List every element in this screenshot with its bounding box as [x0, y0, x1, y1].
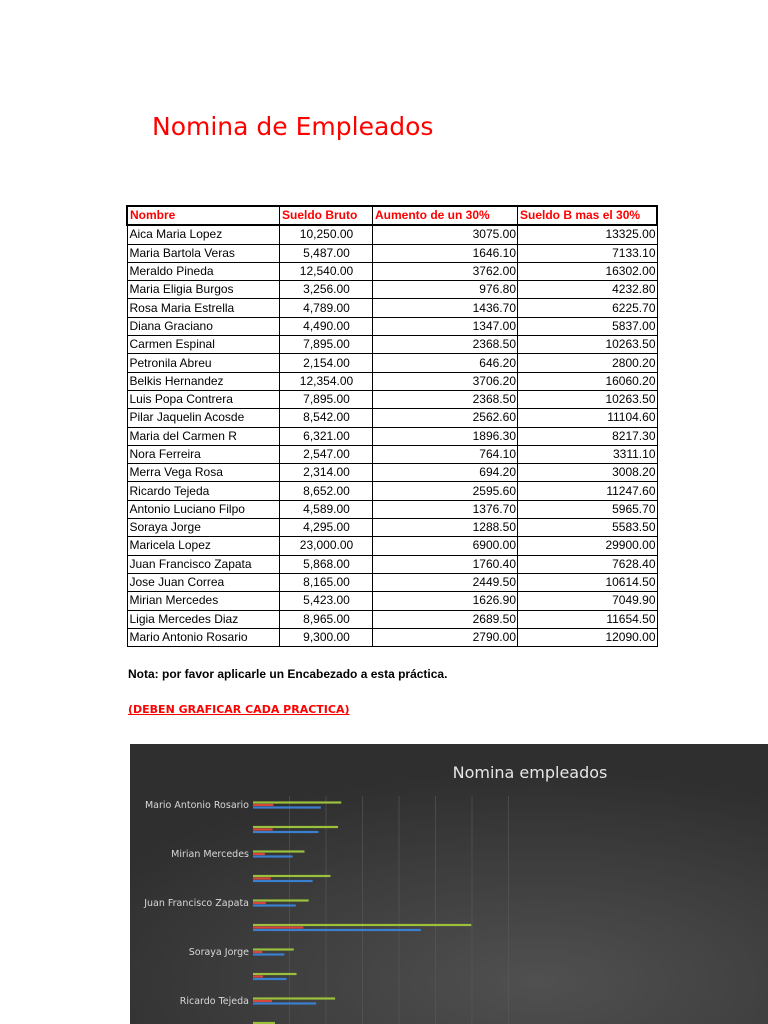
cell-nombre: Merra Vega Rosa [127, 464, 280, 482]
cell-sueldo-mas: 6225.70 [518, 299, 658, 317]
header-aumento: Aumento de un 30% [373, 206, 518, 225]
cell-aumento: 3762.00 [373, 262, 518, 280]
cell-aumento: 2368.50 [373, 390, 518, 408]
cell-sueldo-mas: 10614.50 [518, 573, 658, 591]
instruction-text: (DEBEN GRAFICAR CADA PRACTICA) [128, 703, 350, 716]
cell-nombre: Maria Eligia Burgos [127, 281, 280, 299]
cell-nombre: Ligia Mercedes Diaz [127, 610, 280, 628]
cell-sueldo-bruto: 12,540.00 [280, 262, 373, 280]
table-body [127, 225, 657, 646]
chart-bar [253, 855, 293, 857]
chart-bar [253, 1002, 316, 1004]
chart-bar [253, 850, 304, 852]
table-header-row [127, 206, 657, 225]
cell-sueldo-mas: 16302.00 [518, 262, 658, 280]
cell-sueldo-bruto: 8,652.00 [280, 482, 373, 500]
cell-sueldo-mas: 5837.00 [518, 317, 658, 335]
cell-aumento: 646.20 [373, 354, 518, 372]
cell-sueldo-mas: 10263.50 [518, 336, 658, 354]
cell-aumento: 2449.50 [373, 573, 518, 591]
chart-bar [253, 904, 296, 906]
table-row [127, 317, 657, 335]
chart-tick-label: Soraya Jorge [188, 947, 249, 958]
chart-title: Nomina empleados [452, 763, 608, 782]
chart-tick-label: Ricardo Tejeda [179, 996, 249, 1007]
chart-bar [253, 997, 335, 999]
header-sueldo-mas: Sueldo B mas el 30% [518, 206, 658, 225]
table-row [127, 390, 657, 408]
cell-nombre: Rosa Maria Estrella [127, 299, 280, 317]
table-row [127, 445, 657, 463]
cell-aumento: 694.20 [373, 464, 518, 482]
chart-bar [253, 880, 313, 882]
cell-sueldo-mas: 11654.50 [518, 610, 658, 628]
chart-bar [253, 1000, 272, 1002]
chart-bar [253, 877, 271, 879]
table-row [127, 409, 657, 427]
cell-nombre: Aica Maria Lopez [127, 225, 280, 244]
chart-bar [253, 804, 273, 806]
table-row [127, 573, 657, 591]
chart-bar [253, 948, 294, 950]
cell-aumento: 976.80 [373, 281, 518, 299]
chart-bar [253, 875, 330, 877]
chart-bar [253, 975, 263, 977]
table-row [127, 628, 657, 646]
cell-nombre: Maria Bartola Veras [127, 244, 280, 262]
table-row [127, 464, 657, 482]
chart-bar [253, 929, 421, 931]
chart-bar [253, 831, 318, 833]
chart-bar [253, 899, 309, 901]
table-row [127, 262, 657, 280]
cell-nombre: Luis Popa Contrera [127, 390, 280, 408]
chart-bar [253, 826, 338, 828]
cell-aumento: 2562.60 [373, 409, 518, 427]
cell-sueldo-mas: 7049.90 [518, 592, 658, 610]
cell-aumento: 764.10 [373, 445, 518, 463]
chart-bar [253, 902, 266, 904]
table-row [127, 372, 657, 390]
cell-sueldo-bruto: 4,295.00 [280, 519, 373, 537]
cell-aumento: 2790.00 [373, 628, 518, 646]
cell-sueldo-bruto: 2,154.00 [280, 354, 373, 372]
cell-nombre: Pilar Jaquelin Acosde [127, 409, 280, 427]
chart-tick-label: Mario Antonio Rosario [144, 800, 249, 811]
cell-sueldo-bruto: 12,354.00 [280, 372, 373, 390]
cell-sueldo-bruto: 7,895.00 [280, 390, 373, 408]
cell-sueldo-bruto: 5,487.00 [280, 244, 373, 262]
cell-sueldo-mas: 5583.50 [518, 519, 658, 537]
cell-nombre: Ricardo Tejeda [127, 482, 280, 500]
table-row [127, 281, 657, 299]
cell-aumento: 1376.70 [373, 500, 518, 518]
cell-sueldo-mas: 11104.60 [518, 409, 658, 427]
table-row [127, 427, 657, 445]
table-row [127, 555, 657, 573]
cell-sueldo-mas: 7628.40 [518, 555, 658, 573]
chart-tick-label: Juan Francisco Zapata [144, 898, 249, 909]
table-row [127, 592, 657, 610]
cell-nombre: Mario Antonio Rosario [127, 628, 280, 646]
cell-sueldo-bruto: 5,423.00 [280, 592, 373, 610]
cell-sueldo-bruto: 8,965.00 [280, 610, 373, 628]
chart-bar [253, 924, 471, 926]
page-title: Nomina de Empleados [152, 112, 434, 141]
cell-aumento: 1896.30 [373, 427, 518, 445]
cell-nombre: Diana Graciano [127, 317, 280, 335]
table-row [127, 354, 657, 372]
cell-sueldo-bruto: 8,165.00 [280, 573, 373, 591]
cell-nombre: Antonio Luciano Filpo [127, 500, 280, 518]
cell-aumento: 3075.00 [373, 225, 518, 244]
chart-bar [253, 978, 286, 980]
chart-background [130, 744, 768, 1024]
table-row [127, 225, 657, 244]
cell-sueldo-bruto: 2,547.00 [280, 445, 373, 463]
cell-sueldo-mas: 7133.10 [518, 244, 658, 262]
cell-aumento: 2689.50 [373, 610, 518, 628]
cell-sueldo-bruto: 5,868.00 [280, 555, 373, 573]
cell-sueldo-mas: 3008.20 [518, 464, 658, 482]
chart-bar [253, 973, 297, 975]
header-sueldo-bruto: Sueldo Bruto [280, 206, 373, 225]
cell-nombre: Juan Francisco Zapata [127, 555, 280, 573]
cell-aumento: 1626.90 [373, 592, 518, 610]
chart-bar [253, 801, 341, 803]
cell-sueldo-mas: 2800.20 [518, 354, 658, 372]
cell-aumento: 2368.50 [373, 336, 518, 354]
cell-sueldo-bruto: 4,490.00 [280, 317, 373, 335]
cell-aumento: 1760.40 [373, 555, 518, 573]
cell-nombre: Petronila Abreu [127, 354, 280, 372]
cell-sueldo-bruto: 8,542.00 [280, 409, 373, 427]
cell-sueldo-bruto: 3,256.00 [280, 281, 373, 299]
cell-nombre: Meraldo Pineda [127, 262, 280, 280]
chart-bar [253, 951, 262, 953]
cell-sueldo-bruto: 23,000.00 [280, 537, 373, 555]
cell-nombre: Nora Ferreira [127, 445, 280, 463]
cell-nombre: Carmen Espinal [127, 336, 280, 354]
table-row [127, 537, 657, 555]
table-row [127, 482, 657, 500]
table-row [127, 336, 657, 354]
table-row [127, 610, 657, 628]
cell-sueldo-mas: 16060.20 [518, 372, 658, 390]
chart-svg [130, 744, 768, 1024]
cell-sueldo-mas: 3311.10 [518, 445, 658, 463]
header-nombre: Nombre [127, 206, 280, 225]
cell-nombre: Soraya Jorge [127, 519, 280, 537]
cell-sueldo-mas: 13325.00 [518, 225, 658, 244]
chart-bar [253, 806, 321, 808]
payroll-chart [130, 744, 768, 1024]
cell-sueldo-bruto: 4,789.00 [280, 299, 373, 317]
cell-nombre: Jose Juan Correa [127, 573, 280, 591]
chart-bar [253, 828, 273, 830]
cell-nombre: Belkis Hernandez [127, 372, 280, 390]
note-text: Nota: por favor aplicarle un Encabezado a esta práctica. [128, 667, 448, 681]
cell-aumento: 2595.60 [373, 482, 518, 500]
table-row [127, 519, 657, 537]
cell-aumento: 1436.70 [373, 299, 518, 317]
cell-sueldo-bruto: 9,300.00 [280, 628, 373, 646]
cell-aumento: 1347.00 [373, 317, 518, 335]
cell-sueldo-mas: 12090.00 [518, 628, 658, 646]
cell-sueldo-bruto: 2,314.00 [280, 464, 373, 482]
table-row [127, 299, 657, 317]
cell-sueldo-bruto: 4,589.00 [280, 500, 373, 518]
cell-sueldo-mas: 8217.30 [518, 427, 658, 445]
chart-bar [253, 953, 284, 955]
cell-sueldo-mas: 4232.80 [518, 281, 658, 299]
table-row [127, 244, 657, 262]
cell-sueldo-mas: 29900.00 [518, 537, 658, 555]
cell-aumento: 6900.00 [373, 537, 518, 555]
cell-nombre: Maria del Carmen R [127, 427, 280, 445]
cell-sueldo-bruto: 10,250.00 [280, 225, 373, 244]
cell-sueldo-bruto: 6,321.00 [280, 427, 373, 445]
payroll-table [126, 205, 658, 647]
cell-sueldo-mas: 11247.60 [518, 482, 658, 500]
cell-nombre: Mirian Mercedes [127, 592, 280, 610]
cell-sueldo-mas: 5965.70 [518, 500, 658, 518]
chart-tick-label: Mirian Mercedes [171, 849, 249, 860]
cell-nombre: Maricela Lopez [127, 537, 280, 555]
cell-aumento: 1288.50 [373, 519, 518, 537]
cell-sueldo-bruto: 7,895.00 [280, 336, 373, 354]
table-row [127, 500, 657, 518]
cell-aumento: 1646.10 [373, 244, 518, 262]
chart-bar [253, 926, 303, 928]
chart-bar [253, 853, 265, 855]
cell-aumento: 3706.20 [373, 372, 518, 390]
cell-sueldo-mas: 10263.50 [518, 390, 658, 408]
